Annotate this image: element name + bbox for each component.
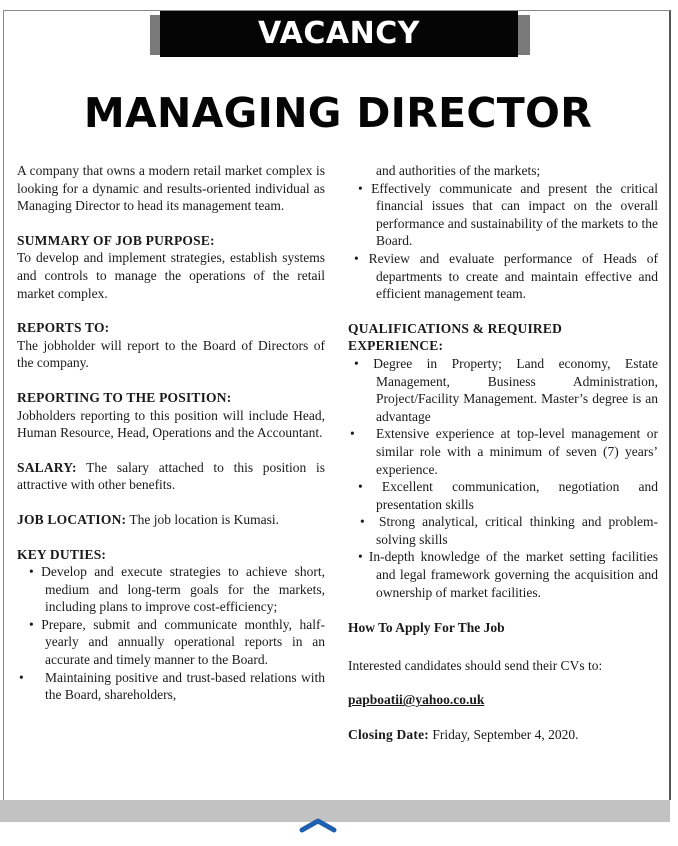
- duty-continued-text: and authorities of the markets;: [376, 163, 541, 178]
- bullet-icon: •: [354, 250, 359, 266]
- job-title: MANAGING DIRECTOR: [83, 89, 593, 137]
- duty-text: Develop and execute strategies to achieve short, medium and long-term goals for the markets, including plans to improve cost-efficiency;: [41, 564, 325, 615]
- how-to-apply-section: [348, 619, 658, 743]
- intro-text: A company that owns a modern retail market complex is looking for a dynamic and results-oriented individual as Managing Director to head its management team.: [17, 163, 325, 214]
- salary-section: [17, 459, 325, 494]
- duty-text: Review and evaluate performance of Heads of departments to create and maintain effective and efficient management team.: [368, 250, 658, 302]
- bullet-icon: •: [29, 564, 34, 580]
- email-link[interactable]: papboatii@yahoo.co.uk: [348, 692, 485, 708]
- list-item: [348, 513, 658, 548]
- bullet-icon: •: [29, 616, 34, 632]
- job-location-section: [17, 511, 325, 529]
- list-item: [348, 548, 658, 601]
- vacancy-banner-wrap: [150, 11, 530, 59]
- bullet-icon: •: [358, 479, 363, 495]
- reporting-to-position-heading: REPORTING TO THE POSITION:: [17, 389, 232, 405]
- bullet-icon: •: [354, 355, 359, 371]
- list-item: [17, 669, 325, 704]
- key-duties-list: [17, 563, 325, 704]
- bullet-icon: •: [19, 669, 24, 685]
- list-item: [348, 478, 658, 513]
- how-to-apply-heading: How To Apply For The Job: [348, 620, 505, 636]
- list-item: [348, 355, 658, 425]
- summary-heading: SUMMARY OF JOB PURPOSE:: [17, 232, 215, 248]
- reports-to-heading: REPORTS TO:: [17, 320, 110, 336]
- how-to-apply-text: Interested candidates should send their CVs to:: [348, 657, 603, 673]
- reports-to-section: [17, 319, 325, 372]
- left-column: [17, 162, 325, 704]
- qualification-text: Extensive experience at top-level management or similar role with a minimum of seven (7) years’ experience.: [376, 426, 658, 477]
- list-item: [348, 180, 658, 250]
- key-duties-heading: KEY DUTIES:: [17, 546, 107, 562]
- list-item: [348, 250, 658, 303]
- qualification-text: Degree in Property; Land economy, Estate Management, Business Administration, Project/Facility Management. Master’s degree is an advantage: [373, 355, 659, 424]
- bullet-icon: •: [350, 426, 355, 442]
- bullet-icon: •: [360, 514, 365, 530]
- chevron-up-icon[interactable]: [298, 816, 338, 836]
- closing-date: [348, 726, 658, 744]
- qualifications-heading: QUALIFICATIONS & REQUIRED EXPERIENCE:: [348, 320, 563, 354]
- duty-text: Maintaining positive and trust-based relations with the Board, shareholders,: [45, 669, 325, 703]
- closing-date-value: Friday, September 4, 2020.: [428, 727, 579, 743]
- duty-text: Prepare, submit and communicate monthly, half-yearly and annually operational reports in an accurate and timely manner to the Board.: [41, 616, 325, 668]
- bullet-icon: •: [358, 180, 363, 196]
- duty-text: Effectively communicate and present the critical financial issues that can impact on the overall performance and sustainability of the markets to the Board.: [371, 180, 659, 249]
- vacancy-banner: VACANCY: [160, 11, 518, 57]
- salary-text: The salary attached to this position is attractive with other benefits.: [17, 459, 325, 493]
- key-duties-list-continued: [348, 180, 658, 303]
- qualification-text: Excellent communication, negotiation and presentation skills: [376, 479, 659, 512]
- job-location-heading: JOB LOCATION:: [17, 511, 127, 527]
- right-column: [348, 162, 658, 761]
- qualification-text: Strong analytical, critical thinking and problem-solving skills: [376, 514, 658, 547]
- salary-heading: SALARY:: [17, 459, 77, 475]
- list-item: [17, 563, 325, 616]
- reports-to-text: The jobholder will report to the Board of Directors of the company.: [17, 337, 325, 371]
- qualifications-list: [348, 355, 658, 601]
- qualification-text: In-depth knowledge of the market setting facilities and legal framework governing the acquisition and ownership of market facilities.: [368, 549, 659, 600]
- reporting-to-position-section: [17, 389, 325, 442]
- list-item: [348, 425, 658, 478]
- reporting-to-position-text: Jobholders reporting to this position will include Head, Human Resource, Head, Operations and the Accountant.: [17, 407, 325, 441]
- key-duties-section: [17, 546, 325, 704]
- bullet-icon: •: [358, 549, 363, 565]
- qualifications-section: [348, 320, 658, 602]
- list-item: [17, 616, 325, 669]
- summary-section: [17, 232, 325, 302]
- job-location-text: The job location is Kumasi.: [126, 511, 279, 527]
- summary-text: To develop and implement strategies, establish systems and controls to manage the operations of the retail market complex.: [17, 250, 325, 301]
- closing-date-label: Closing Date:: [348, 727, 429, 743]
